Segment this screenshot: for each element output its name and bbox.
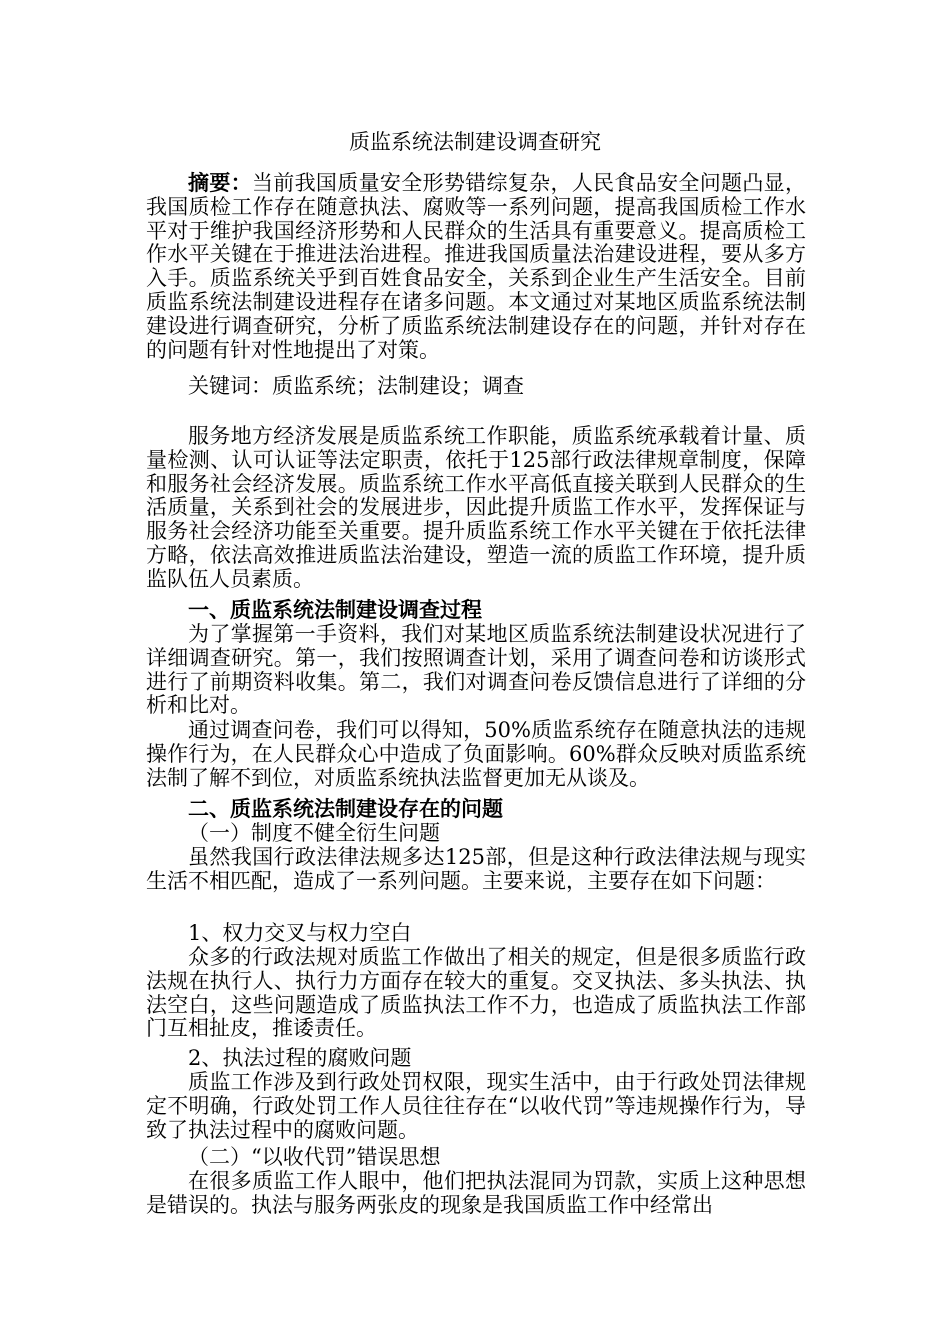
section1-heading: 一、质监系统法制建设调查过程 xyxy=(188,598,482,622)
intro-paragraph: 服务地方经济发展是质监系统工作职能，质监系统承载着计量、质量检测、认可认证等法定职责，依托于125部行政法律规章制度，保障和服务社会经济发展。质监系统工作水平高低直接关联到人民群众的生活质量，关系到社会的发展进步，因此提升质监工作水平，发挥保证与服务社会经济功能至关重要。提升质监系统工作水平关键在于依托法律方略，依法高效推进质监法治建设，塑造一流的质监工作环境，提升质监队伍人员素质。 xyxy=(146,424,806,591)
section1-paragraph-1: 为了掌握第一手资料，我们对某地区质监系统法制建设状况进行了详细调查研究。第一，我们按照调查计划，采用了调查问卷和访谈形式进行了前期资料收集。第二，我们对调查问卷反馈信息进行了详细的分析和比对。 xyxy=(146,622,806,718)
abstract-paragraph xyxy=(146,172,806,362)
document-title: 质监系统法制建设调查研究 xyxy=(349,130,601,154)
keywords-label: 关键词： xyxy=(188,374,272,398)
keywords-paragraph xyxy=(146,375,806,399)
section2-heading: 二、质监系统法制建设存在的问题 xyxy=(188,797,503,821)
item1-heading: 1、权力交叉与权力空白 xyxy=(188,921,412,945)
item2-paragraph: 质监工作涉及到行政处罚权限，现实生活中，由于行政处罚法律规定不明确，行政处罚工作人员往往存在“以收代罚”等违规操作行为，导致了执法过程中的腐败问题。 xyxy=(146,1070,806,1142)
subsection1-heading: （一）制度不健全衍生问题 xyxy=(188,821,440,845)
item1-paragraph: 众多的行政法规对质监工作做出了相关的规定，但是很多质监行政法规在执行人、执行力方面存在较大的重复。交叉执法、多头执法、执法空白，这些问题造成了质监执法工作不力，也造成了质监执法工作部门互相扯皮，推诿责任。 xyxy=(146,945,806,1041)
keywords-text: 质监系统；法制建设；调查 xyxy=(272,374,524,398)
item2-heading: 2、执法过程的腐败问题 xyxy=(188,1046,412,1070)
subsection2-heading: （二）“以收代罚”错误思想 xyxy=(188,1145,441,1169)
subsection2-paragraph: 在很多质监工作人眼中，他们把执法混同为罚款，实质上这种思想是错误的。执法与服务两张皮的现象是我国质监工作中经常出 xyxy=(146,1169,806,1217)
subsection1-paragraph: 虽然我国行政法律法规多达125部，但是这种行政法律法规与现实生活不相匹配，造成了一系列问题。主要来说，主要存在如下问题： xyxy=(146,845,806,893)
abstract-label: 摘要： xyxy=(188,171,252,195)
abstract-text: 当前我国质量安全形势错综复杂，人民食品安全问题凸显，我国质检工作存在随意执法、腐败等一系列问题，提高我国质检工作水平对于维护我国经济形势和人民群众的生活具有重要意义。提高质检工作水平关键在于推进法治进程。推进我国质量法治建设进程，要从多方入手。质监系统关乎到百姓食品安全，关系到企业生产生活安全。目前质监系统法制建设进程存在诸多问题。本文通过对某地区质监系统法制建设进行调查研究，分析了质监系统法制建设存在的问题，并针对存在的问题有针对性地提出了对策。 xyxy=(146,171,807,362)
section1-paragraph-2: 通过调查问卷，我们可以得知，50%质监系统存在随意执法的违规操作行为，在人民群众心中造成了负面影响。60%群众反映对质监系统法制了解不到位，对质监系统执法监督更加无从谈及。 xyxy=(146,718,806,790)
